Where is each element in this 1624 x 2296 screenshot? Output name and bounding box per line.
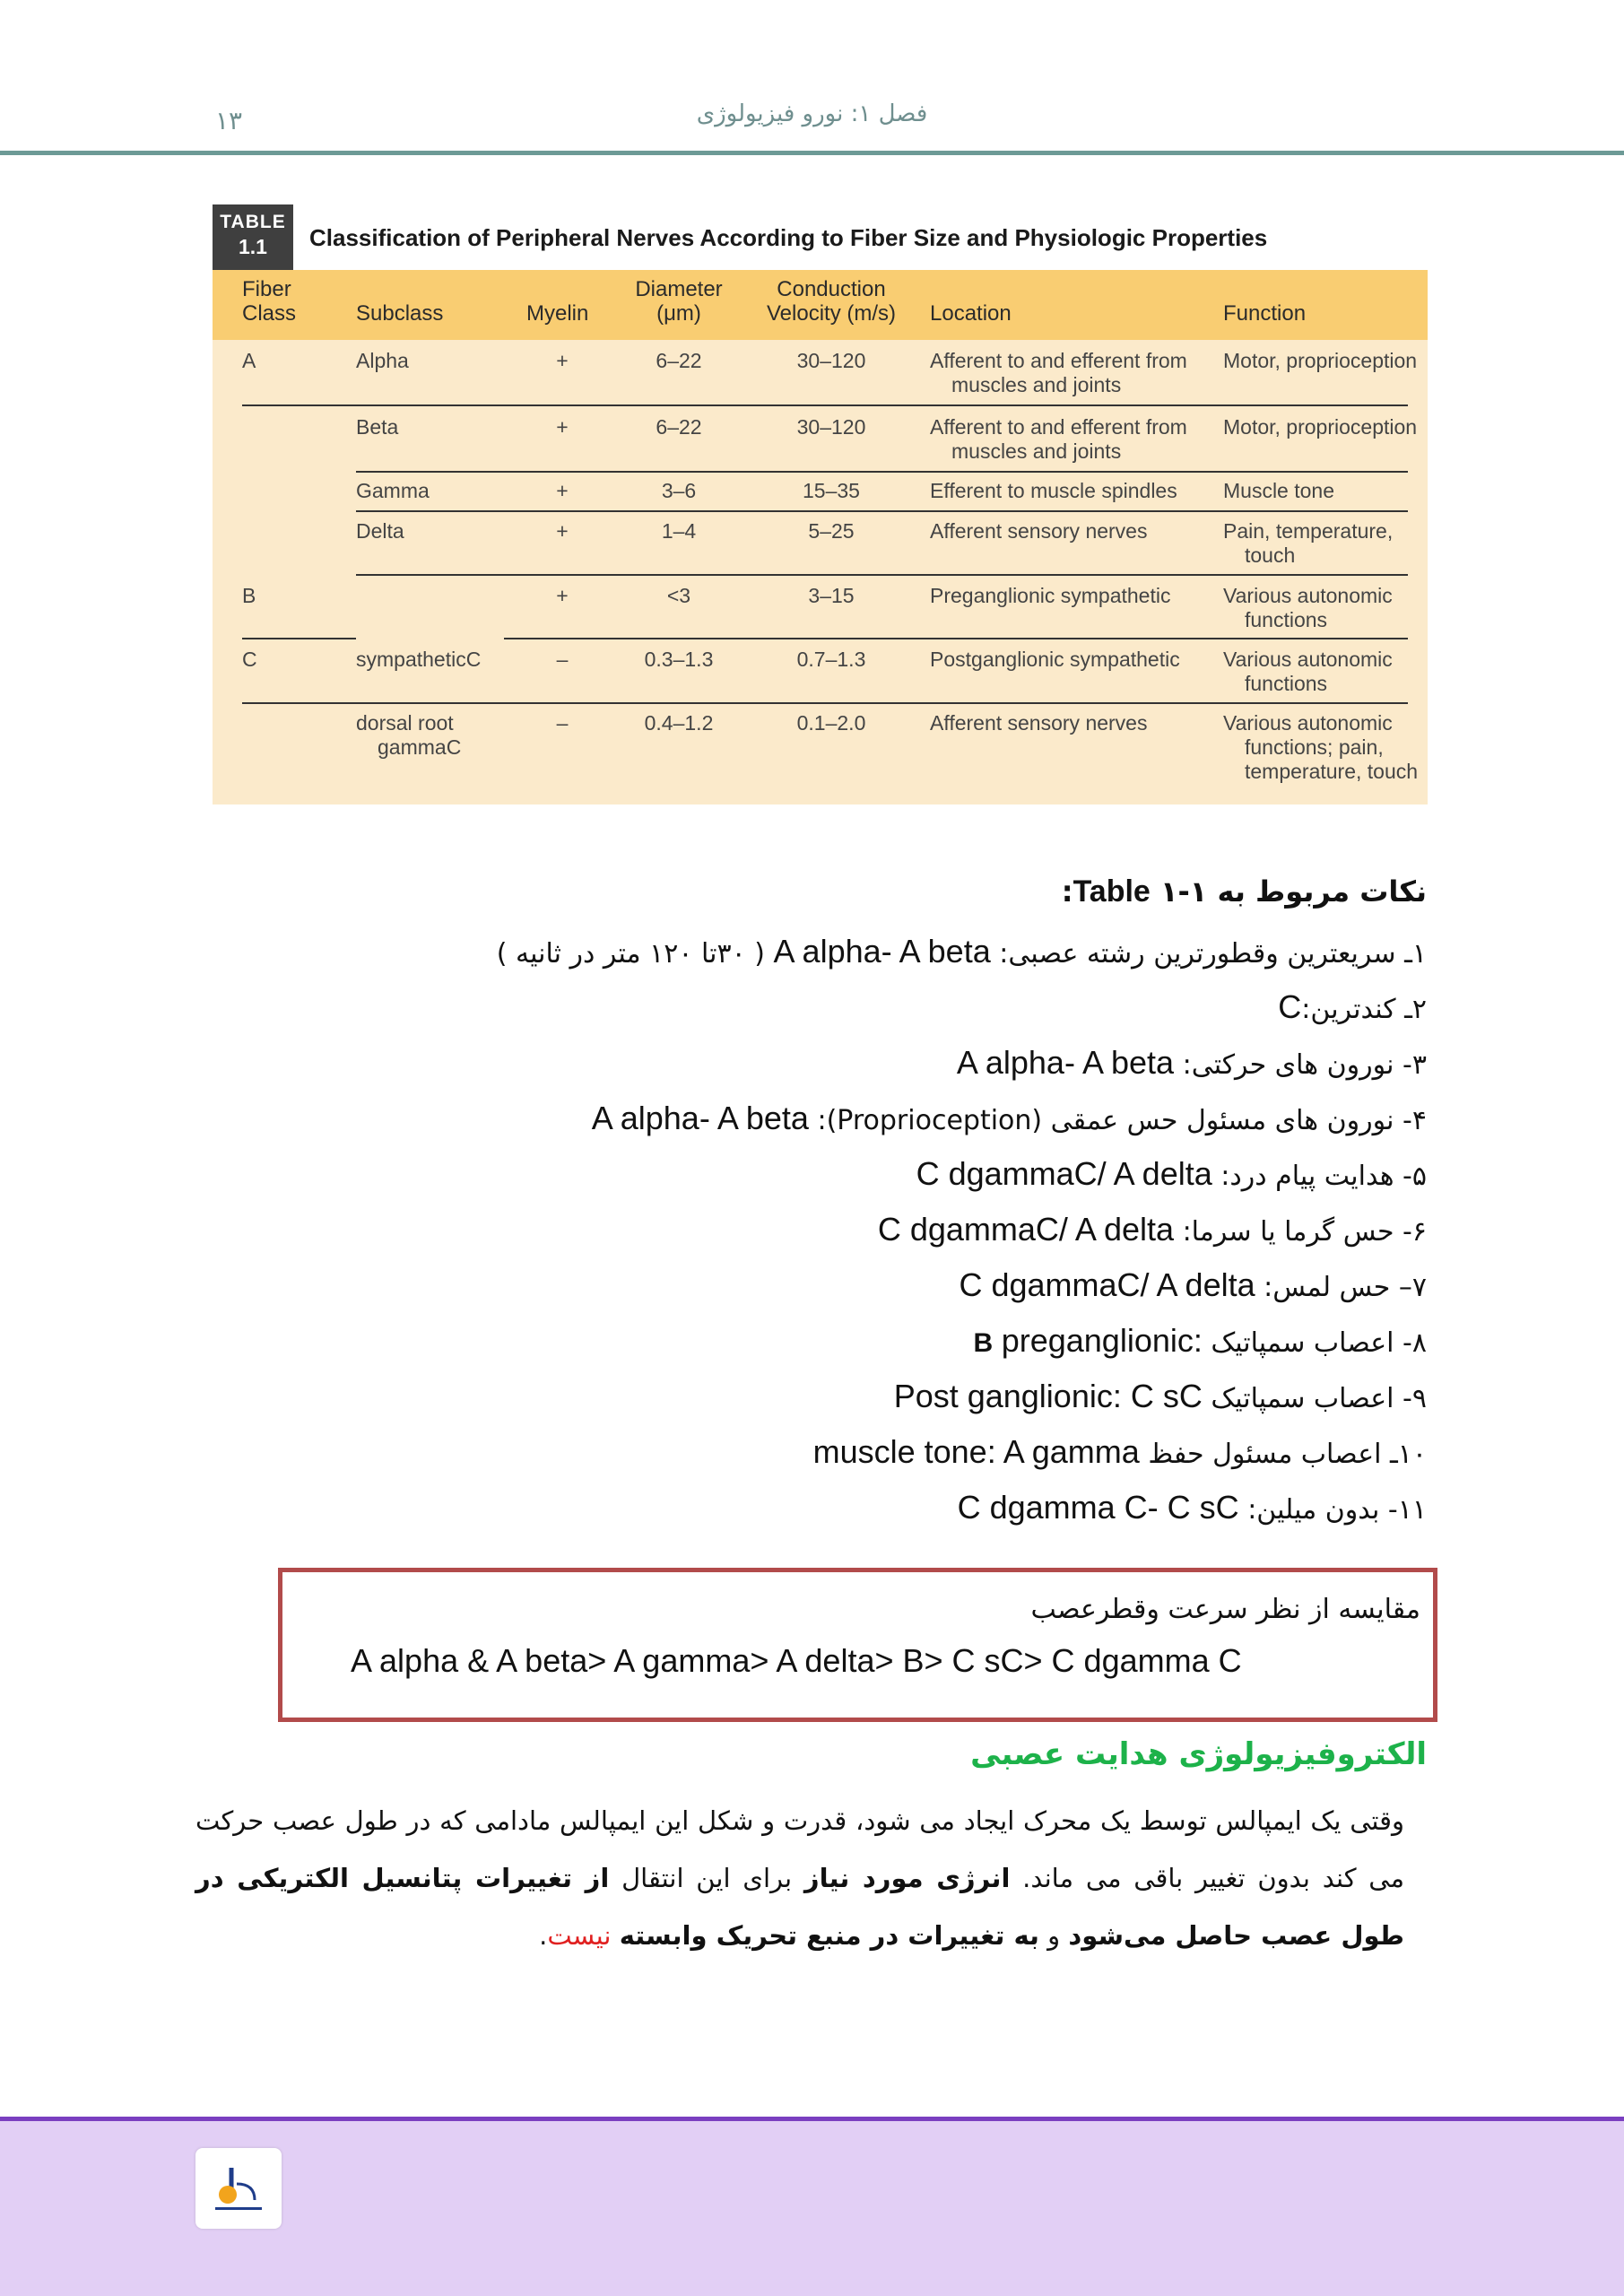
table-header-row	[213, 270, 1428, 340]
note-item: ۵- هدایت پیام درد: C dgammaC/ A delta	[916, 1155, 1427, 1192]
cell-subclass: sympatheticC	[356, 648, 482, 671]
cell-velocity: 0.7–1.3	[796, 648, 866, 671]
cell-fiber-class: B	[242, 584, 256, 607]
note-item: ۹- اعصاب سمپاتیک Post ganglionic: C sC	[893, 1378, 1427, 1414]
cell-velocity: 30–120	[796, 349, 866, 372]
cell-function: Various autonomic functions	[1223, 648, 1393, 695]
cell-location: Afferent to and efferent from muscles and joints	[930, 349, 1187, 396]
comparison-label: مقایسه از نظر سرعت وقطرعصب	[1030, 1594, 1420, 1625]
table-badge	[213, 204, 293, 270]
cell-myelin: –	[556, 711, 569, 735]
table-badge-label: TABLE	[220, 212, 286, 232]
cell-diameter: 6–22	[656, 415, 702, 439]
note-item: ۱۱- بدون میلین: C dgamma C- C sC	[957, 1489, 1427, 1526]
note-item: ۶- حس گرما یا سرما: C dgammaC/ A delta	[877, 1211, 1427, 1248]
cell-subclass: Alpha	[356, 349, 409, 372]
cell-fiber-class: C	[242, 648, 257, 671]
note-item: ۸- اعصاب سمپاتیک preganglionic: B	[973, 1322, 1427, 1359]
comparison-value: A alpha & A beta> A gamma> A delta> B> C sC> C dgamma C	[351, 1642, 1242, 1679]
table-title: Classification of Peripheral Nerves According to Fiber Size and Physiologic Properties	[309, 224, 1268, 251]
row-divider	[242, 404, 1408, 406]
notes-title: نکات مربوط به Table ۱-۱:	[1061, 874, 1427, 909]
cell-subclass: Delta	[356, 519, 404, 543]
cell-diameter: 0.3–1.3	[644, 648, 714, 671]
header-divider	[0, 151, 1624, 155]
row-divider	[242, 702, 1408, 704]
row-divider	[356, 510, 1408, 512]
cell-diameter: 1–4	[661, 519, 697, 543]
cell-location: Postganglionic sympathetic	[930, 648, 1180, 671]
cell-function: Motor, proprioception	[1223, 415, 1418, 439]
cell-velocity: 0.1–2.0	[796, 711, 866, 735]
comparison-box	[278, 1568, 1437, 1722]
cell-location: Afferent sensory nerves	[930, 519, 1148, 543]
table-body	[213, 270, 1428, 804]
cell-diameter: 6–22	[656, 349, 702, 372]
header-function: Function	[1223, 301, 1307, 326]
row-divider	[504, 638, 1408, 639]
cell-velocity: 30–120	[796, 415, 866, 439]
cell-function: Motor, proprioception	[1223, 349, 1418, 372]
cell-function: Muscle tone	[1223, 479, 1335, 502]
page-number: ۱۳	[215, 106, 243, 135]
cell-diameter: <3	[666, 584, 691, 607]
section-paragraph: وقتی یک ایمپالس توسط یک محرک ایجاد می شود، قدرت و شکل این ایمپالس مادامی که در طول عصب حرکت می کند بدون تغییر باقی می ماند. انرژی مورد نیاز برای این انتقال از تغییرات پتانسیل الکتریکی در طول عصب حاصل می‌شود و به تغییرات در منبع تحریک وابسته نیست.	[195, 1805, 1405, 1951]
cell-function: Various autonomic functions; pain, temperature, touch	[1223, 711, 1419, 783]
section-title: الکتروفیزیولوژی هدایت عصبی	[970, 1736, 1427, 1772]
cell-myelin: +	[556, 584, 569, 607]
header-fiber-class: Fiber Class	[242, 277, 297, 326]
negation-word: نیست	[547, 1920, 612, 1951]
cell-myelin: +	[556, 349, 569, 372]
note-item: ۱ـ سریعترین وقطورترین رشته عصبی: A alpha- A beta ( ۳۰تا ۱۲۰ متر در ثانیه )	[496, 933, 1427, 970]
header-diameter: Diameter (μm)	[635, 277, 723, 326]
cell-function: Various autonomic functions	[1223, 584, 1393, 631]
header-myelin: Myelin	[526, 301, 589, 326]
chapter-title: فصل ۱: نورو فیزیولوژی	[696, 100, 928, 127]
cell-myelin: –	[556, 648, 569, 671]
cell-fiber-class: A	[242, 349, 256, 372]
cell-function: Pain, temperature, touch	[1223, 519, 1394, 567]
cell-myelin: +	[556, 479, 569, 502]
row-divider	[242, 638, 356, 639]
header-location: Location	[930, 301, 1012, 326]
cell-subclass: dorsal root gammaC	[356, 711, 462, 759]
note-item: ۷– حس لمس: C dgammaC/ A delta	[959, 1266, 1427, 1303]
cell-subclass: Gamma	[356, 479, 430, 502]
cell-velocity: 5–25	[808, 519, 855, 543]
table-badge-number: 1.1	[239, 235, 267, 258]
cell-location: Efferent to muscle spindles	[930, 479, 1177, 502]
cell-diameter: 0.4–1.2	[644, 711, 714, 735]
row-divider	[356, 471, 1408, 473]
cell-myelin: +	[556, 519, 569, 543]
note-item: ۲ـ کندترین:C	[1278, 988, 1427, 1025]
header-subclass: Subclass	[356, 301, 444, 326]
cell-diameter: 3–6	[661, 479, 697, 502]
cell-location: Afferent sensory nerves	[930, 711, 1148, 735]
note-item: ۴- نورون های مسئول حس عمقی (Proprioception): A alpha- A beta	[591, 1100, 1427, 1136]
cell-location: Preganglionic sympathetic	[930, 584, 1171, 607]
cell-velocity: 15–35	[803, 479, 860, 502]
header-velocity: Conduction Velocity (m/s)	[766, 277, 897, 326]
cell-velocity: 3–15	[808, 584, 855, 607]
cell-myelin: +	[556, 415, 569, 439]
note-item: ۱۰ـ اعصاب مسئول حفظ muscle tone: A gamma	[812, 1433, 1427, 1470]
cell-location: Afferent to and efferent from muscles and joints	[930, 415, 1187, 463]
row-divider	[356, 574, 1408, 576]
cell-subclass: Beta	[356, 415, 399, 439]
note-item: ۳- نورون های حرکتی: A alpha- A beta	[956, 1044, 1427, 1081]
table-notes	[171, 870, 1427, 1535]
publisher-logo-icon	[195, 2148, 282, 2229]
